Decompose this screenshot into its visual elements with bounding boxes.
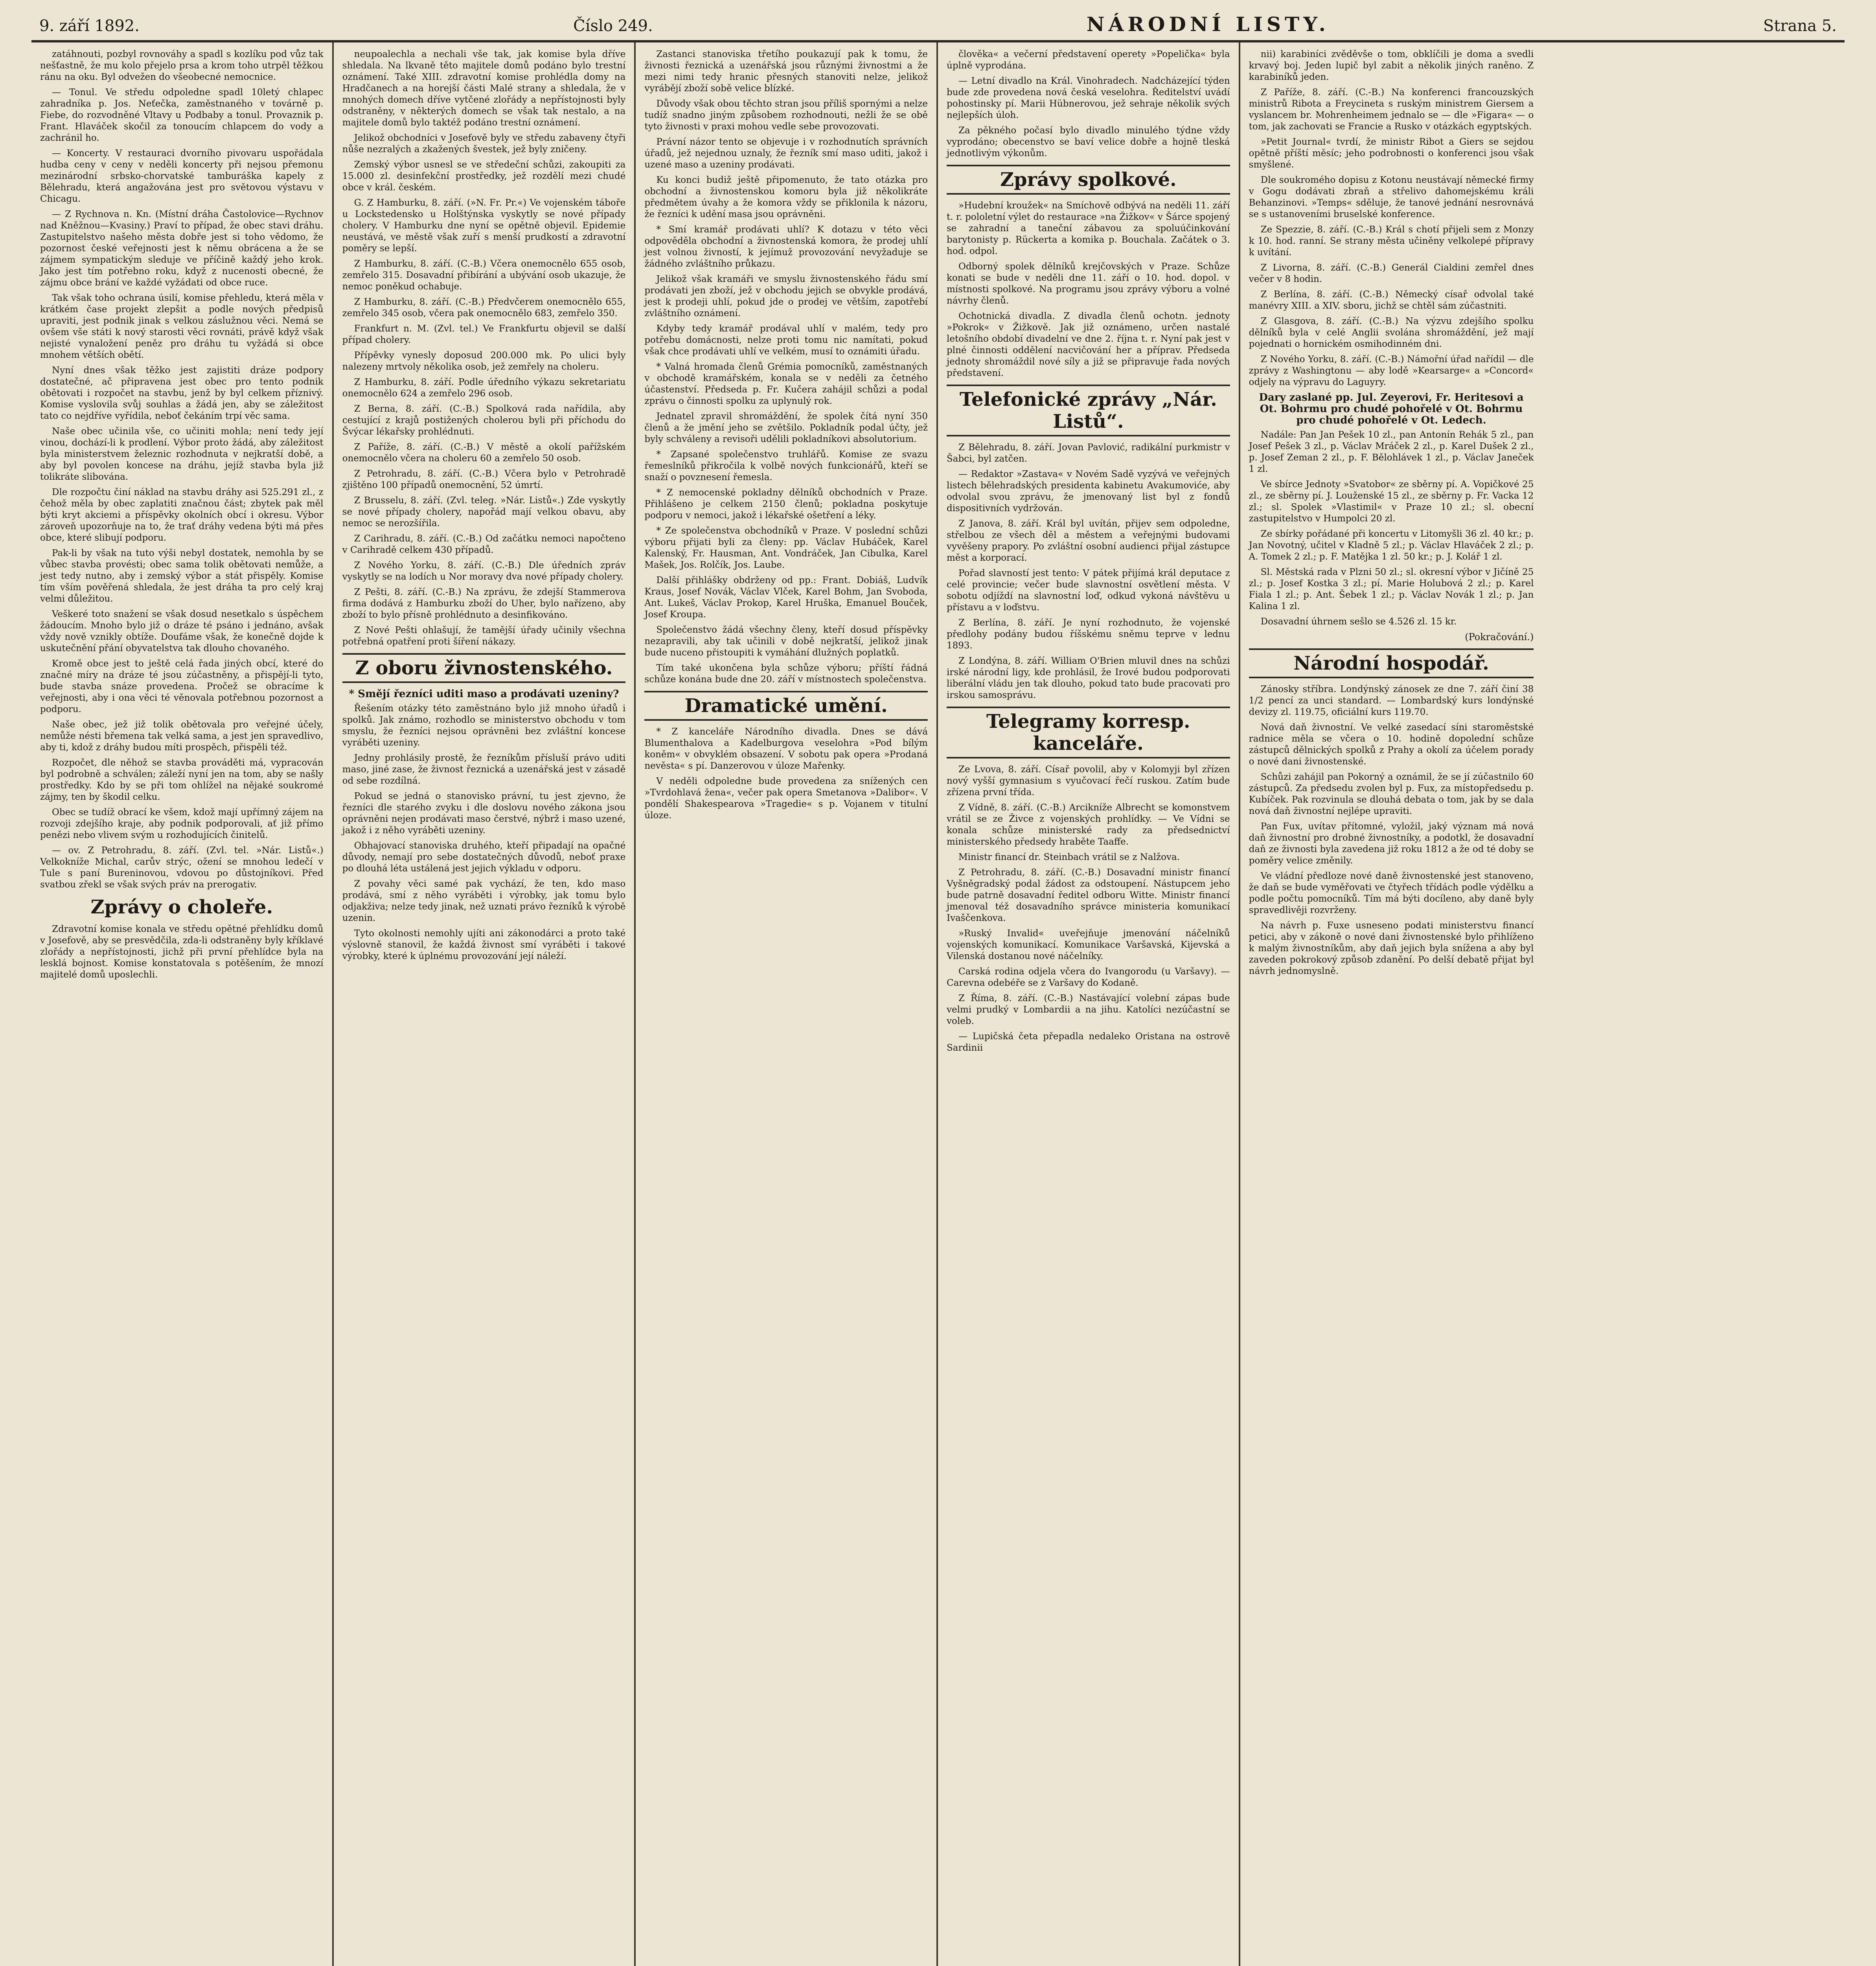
paragraph: Dle rozpočtu činí náklad na stavbu dráhy asi 525.291 zl., z čehož měla by obec zaplatiti značnou část; zbytek pak měl býti kryt akciemi a příspěvky okolních obcí i okresu. Výbor zároveň upozorňuje na to, že trať dráhy vedena býti má přes obce, které slibují podporu. — [40, 487, 324, 543]
paragraph: Společenstvo žádá všechny členy, kteří dosud příspěvky nezapravili, aby tak učinili v době nejkratší, jelikož jinak bude nuceno přistoupiti k vymáhání dlužných poplatků. — [644, 625, 928, 658]
paragraph: Veškeré toto snažení se však dosud nesetkalo s úspěchem žádoucím. Mnoho bylo již o dráze té psáno i jednáno, avšak vždy nově vznikly obtíže. Doufáme však, že konečně dojde k uskutečnění přání obyvatelstva tak dlouho chovaného. — [40, 609, 324, 653]
paragraph: * Zapsané společenstvo truhlářů. Komise ze svazu řemeslníků přikročila k volbě nových funkcionářů, kteří se snaží o povznesení řemesla. — [644, 449, 928, 482]
paragraph: Obhajovací stanoviska druhého, kteří připadají na opačné důvody, nemají pro sebe dostatečných důvodů, neboť praxe po dlouhá léta ustálená jest jejich výkladu v odporu. — [342, 841, 626, 874]
paragraph: »Hudební kroužek« na Smíchově odbývá na neděli 11. září t. r. pololetní výlet do restaurace »na Žižkov« v Šárce spojený se zahradní a taneční zábavou za spoluúčinkování barytonisty p. Rückerta a komika p. Bouchala. Začátek o 3. hod. odpol. — [947, 201, 1230, 256]
column-5 — [1240, 42, 1543, 1966]
paragraph: Z Petrohradu, 8. září. (C.-B.) Včera bylo v Petrohradě zjištěno 100 případů onemocnění, 52 úmrtí. — [342, 469, 626, 490]
paragraph: Z Berlína, 8. září. (C.-B.) Německý císař odvolal také manévry XIII. a XIV. sboru, jichž se chtěl sám zúčastniti. — [1249, 289, 1534, 311]
paragraph: Pan Fux, uvítav přítomné, vyložil, jaký význam má nová daň živnostní pro drobné živnostníky, a podotkl, že dosavadní daň ze živnosti byla zavedena již roku 1812 a že od té doby se poměry velice změnily. — [1249, 821, 1534, 866]
paragraph: Z Londýna, 8. září. William O'Brien mluvil dnes na schůzi irské národní ligy, kde prohlásil, že Irové budou podporovati liberální vládu jen tak dlouho, pokud tato bude pracovati pro irskou samosprávu. — [947, 656, 1230, 700]
paragraph: Ku konci budiž ještě připomenuto, že tato otázka pro obchodní a živnostenskou komoru byla již několikráte předmětem úvahy a že komora vždy se přiklonila k názoru, že řezníci k udění masa jsou oprávněni. — [644, 175, 928, 219]
paragraph: Z Brusselu, 8. září. (Zvl. teleg. »Nár. Listů«.) Zde vyskytly se nové případy cholery, napořád mají velkou obavu, aby nemoc se nerozšířila. — [342, 495, 626, 528]
sub-heading-butchers: * Smějí řezníci uditi maso a prodávati uzeniny? — [349, 688, 619, 700]
paragraph: »Ruský Invalid« uveřejňuje jmenování náčelníků vojenských komunikací. Komunikace Varšavská, Kijevská a Vilenská dostanou nové náčelníky. — [947, 928, 1230, 961]
paragraph: Přípěvky vynesly doposud 200.000 mk. Po ulici byly nalezeny mrtvoly několika osob, jež zemřely na choleru. — [342, 350, 626, 372]
section-heading-economy: Národní hospodář. — [1249, 648, 1534, 678]
paragraph: Z Paříže, 8. září. (C.-B.) V městě a okolí pařížském onemocnělo včera na choleru 60 a zemřelo 50 osob. — [342, 442, 626, 464]
paragraph: Právní názor tento se objevuje i v rozhodnutích správních úřadů, jež nejednou uznaly, že řezník smí maso uditi, jakož i uzené maso a uzeniny prodávati. — [644, 137, 928, 170]
paragraph: nii) karabiníci zvěděvše o tom, obklíčili je doma a svedli krvavý boj. Jeden lupič byl zabit a několik jiných raněno. Z karabiníků jeden. — [1249, 49, 1534, 82]
paragraph: Schůzi zahájil pan Pokorný a oznámil, že se jí zúčastnilo 60 zástupců. Za předsedu zvolen byl p. Fux, za místopředsedu p. Kubíček. Pak rozvinula se dlouhá debata o tom, jak by se dala nová daň živnostní nejlépe upraviti. — [1249, 772, 1534, 816]
paragraph: Dle soukromého dopisu z Kotonu neustávají německé firmy v Gogu dodávati zbraň a střelivo dahomejskému králi Behanzinovi. »Temps« sděluje, že tanové jednání nesrovnává se s ustanoveními bruselské konference. — [1249, 175, 1534, 219]
paragraph: Dosavadní úhrnem sešlo se 4.526 zl. 15 kr. — [1260, 617, 1457, 627]
section-heading-cholera: Zprávy o choleře. — [90, 896, 273, 918]
col5-donations — [1249, 429, 1534, 628]
paragraph: Další přihlášky obdrženy od pp.: Frant. Dobiáš, Ludvík Kraus, Josef Novák, Václav Vlček, Karel Bohm, Jan Svoboda, Ant. Lukeš, Václav Prokop, Karel Hruška, Emanuel Bouček, Josef Kroupa. — [644, 575, 928, 620]
paragraph: Jedny prohlásily prostě, že řezníkům přísluší právo uditi maso, jiné zase, že živnost řeznická a uzenářská jest v zásadě od sebe rozdílná. — [342, 753, 626, 786]
paragraph: — Redaktor »Zastava« v Novém Sadě vyzývá ve veřejných listech bělehradských presidenta kabinetu Avakumoviće, aby odvolal svou zprávu, že jmenovaný list byl z fondů dispositivních vydržován. — [947, 469, 1230, 514]
paragraph: Nová daň živnostní. Ve velké zasedací síni staroměstské radnice měla se včera o 10. hodině dopolední schůze zástupců dělnických spolků z Prahy a okolí za účelem porady o nové dani živnostenské. — [1249, 722, 1534, 767]
paragraph: Tyto okolnosti nemohly ujíti ani zákonodárci a proto také výslovně stanovil, že každá živnost smí vyráběti i takové výrobky, které k úplnému provozování její náleží. — [342, 928, 626, 961]
paragraph: Z Pešti, 8. září. (C.-B.) Na zprávu, že zdejší Stammerova firma dodává z Hamburku zboží do Uher, bylo nařízeno, aby zboží to bylo přísně prohlédnuto a desinfikováno. — [342, 587, 626, 620]
paragraph: Jelikož však kramáři ve smyslu živnostenského řádu smí prodávati jen zboží, jež v obchodu jejich se obvykle prodává, jest k prodeji uhlí, pokud jde o prodej ve větším, zapotřebí zvláštního oznámení. — [644, 274, 928, 318]
paragraph: člověka« a večerní představení operety »Popelička« byla úplně vyprodána. — [947, 49, 1230, 71]
issue-date: 9. září 1892. — [39, 17, 140, 35]
paragraph: Z Vídně, 8. září. (C.-B.) Arcikníže Albrecht se komonstvem vrátil se ze Živce z vojenských prohlídky. — Ve Vídni se konala schůze ministerské rady za předsednictví ministerského předsedy hraběte Taaffe. — [947, 803, 1230, 847]
columns — [31, 42, 1845, 1966]
paragraph: Jelikož obchodníci v Josefově byly ve středu zabaveny čtyři nůše nezralých a zkažených švestek, jež byly zničeny. — [342, 133, 626, 155]
paragraph: Ministr financí dr. Steinbach vrátil se z Nalžova. — [958, 852, 1180, 862]
paragraph: Frankfurt n. M. (Zvl. tel.) Ve Frankfurtu objevil se další případ cholery. — [342, 324, 626, 345]
column-2 — [334, 42, 636, 1966]
paragraph: Z Livorna, 8. září. (C.-B.) Generál Cialdini zemřel dnes večer v 8 hodin. — [1249, 263, 1534, 284]
paragraph: Nadále: Pan Jan Pešek 10 zl., pan Antonín Rehák 5 zl., pan Josef Pešek 3 zl., p. Václav Mráček 2 zl., p. Karel Dušek 2 zl., p. Josef Zeman 2 zl., p. F. Bělohlávek 1 zl., p. Václav Janeček 1 zl. — [1249, 430, 1534, 474]
col1-cholera-paragraphs — [40, 924, 324, 981]
masthead: NÁRODNÍ LISTY. — [1086, 13, 1330, 36]
paragraph: Na návrh p. Fuxe usneseno podati ministerstvu financí petici, aby v zákoně o nové dani živnostenské bylo přihlíženo k malým živnostníkům, aby daň jejich byla snížena a aby byl zaveden pokrokový způsob zdanění. Po delší debatě přijat byl návrh jednomyslně. — [1249, 920, 1534, 976]
column-4 — [938, 42, 1240, 1966]
paragraph: Kromě obce jest to ještě celá řada jiných obcí, které do značné míry na dráze té jsou zúčastněny, a přispějí-li tyto, bude stavba snáze provedena. Pročež se obracíme k veřejnosti, aby i ona věci té věnovala potřebnou pozornost a podporu. — [40, 659, 324, 714]
paragraph: Z Říma, 8. září. (C.-B.) Nastávající volební zápas bude velmi prudký v Lombardii a na jihu. Katolíci nezúčastní se voleb. — [947, 993, 1230, 1026]
paragraph: * Smí kramář prodávati uhlí? K dotazu v této věci odpověděla obchodní a živnostenská komora, že prodej uhlí jest volnou živností, k jejímuž provozování nevyžaduje se žádného zvláštního průkazu. — [644, 225, 928, 269]
col5-economy-paragraphs — [1249, 684, 1534, 977]
section-heading-societies: Zprávy spolkové. — [947, 165, 1230, 195]
paragraph: G. Z Hamburku, 8. září. (»N. Fr. Pr.«) Ve vojenském táboře u Lockstedensko u Holštýnska vyskytly se nové případy cholery. V Hamburku dne nyní se opětně objevil. Epidemie neustává, ve městě však zuří s menší prudkostí a zdravotní poměry se lepší. — [342, 198, 626, 254]
paragraph: Jednatel zpravil shromáždění, že spolek čítá nyní 350 členů a že jmění jeho se zvětšilo. Pokladník podal účty, jež byly schváleny a revisoři udělili pokladníkovi absolutorium. — [644, 411, 928, 444]
paragraph: — ov. Z Petrohradu, 8. září. (Zvl. tel. »Nár. Listů«.) Velkokníže Michal, carův strýc, ožení se mnohou ledečí v Tule s paní Bureninovou, vdovou po důstojníkovi. Před svatbou zřekl se však svých práv na prerogativ. — [40, 845, 324, 890]
paragraph: Z Nového Yorku, 8. září. (C.-B.) Námořní úřad nařídil — dle zprávy z Washingtonu — aby lodě »Kearsarge« a »Concord« odjely na výpravu do Laguyry. — [1249, 354, 1534, 387]
paragraph: — Letní divadlo na Král. Vinohradech. Nadcházející týden bude zde provedena nová česká veselohra. Ředitelství uvádí pohostinsky pí. Marii Hübnerovou, jež sehraje několik svých nejlepších úloh. — [947, 76, 1230, 120]
section-heading-trades: Z oboru živnostenského. — [342, 653, 626, 683]
paragraph: Z Petrohradu, 8. září. (C.-B.) Dosavadní ministr financí Vyšněgradský podal žádost za odstoupení. Nástupcem jeho bude patrně dosavadní ředitel odboru Witte. Ministr financí jmenoval též dosavadního správce ministeria komunikací Ivaščenkova. — [947, 867, 1230, 923]
paragraph: Z Janova, 8. září. Král byl uvítán, přijev sem odpoledne, střelbou ze všech děl a městem a veřejnými budovami vyvěšeny prapory. Po zvláštní osobní audienci přijal zástupce měst a korporací. — [947, 519, 1230, 563]
paragraph: Zánosky stříbra. Londýnský zánosek ze dne 7. září činí 38 1/2 pencí za unci standard. — Lombardský kurs londýnské devizy zl. 119.75, oficiální kurs 119.70. — [1249, 684, 1534, 717]
col1-paragraphs — [40, 49, 324, 891]
paragraph: Sl. Městská rada v Plzni 50 zl.; sl. okresní výbor v Jičíně 25 zl.; p. Josef Kostka 3 zl.; pí. Marie Holubová 2 zl.; p. Karel Fiala 1 zl.; p. Ant. Šebek 1 zl.; p. Václav Novák 1 zl.; p. Jan Kalina 1 zl. — [1249, 567, 1534, 611]
paragraph: * Valná hromada členů Grémia pomocníků, zaměstnaných v obchodě kramářském, konala se v neděli za četného účastenství. Předseda p. Fr. Kučera zahájil schůzi a podal zprávu o činnosti spolku za uplynulý rok. — [644, 362, 928, 406]
col2-paragraphs — [342, 49, 626, 648]
col4-telephone-paragraphs — [947, 442, 1230, 701]
paragraph: Řešením otázky této zaměstnáno bylo již mnoho úřadů i spolků. Jak známo, rozhodlo se ministerstvo obchodu v tom smyslu, že řezníci nejsou oprávněni bez zvláštní koncese vyráběti uzeniny. — [342, 703, 626, 748]
paragraph: Z povahy věci samé pak vychází, že ten, kdo maso prodává, smí z něho vyráběti i výrobky, jak tomu bylo odjakživa; nelze tedy jinak, než uznati právo řezníků k výrobě uzenin. — [342, 879, 626, 923]
paragraph: Nyní dnes však těžko jest zajistiti dráze podpory dostatečné, ač připravena jest obec pro tento podnik obětovati i rozpočet na stavbu, jenž by byl celkem příznivý. Komise vyslovila svůj souhlas a žádá jen, aby se záležitost tato co nejdříve vyřídila, neboť čekáním trpí věc sama. — [40, 365, 324, 421]
paragraph: Z Nového Yorku, 8. září. (C.-B.) Dle úředních zpráv vyskytly se na lodích u Nor moravy dva nové případy cholery. — [342, 560, 626, 582]
paragraph: Za pěkného počasí bylo divadlo minulého týdne vždy vyprodáno; obecenstvo se baví velice dobře a hojně tleská jednotlivým výkonům. — [947, 125, 1230, 158]
paragraph: Zemský výbor usnesl se ve středeční schůzi, zakoupiti za 15.000 zl. desinfekční prostředky, jež rozdělí mezi chudé obce v král. českém. — [342, 160, 626, 193]
column-1 — [31, 42, 334, 1966]
paragraph: Tím také ukončena byla schůze výboru; příští řádná schůze konána bude dne 20. září v místnostech společenstva. — [644, 663, 928, 685]
paragraph: — Z Rychnova n. Kn. (Místní dráha Častolovice—Rychnov nad Kněžnou—Kvasiny.) Praví to případ, že obec stavi dráhu. Zastupitelstvo našeho města dobře jest si toho vědomo, že pozornost české veřejnosti jest k němu obrácena a že se zájmem sympatickým sleduje ve příčině každý jeho krok. Jako jest tím potřebno roku, když z nucenosti obecné, že zájmu obce brání ve každé vyžádati od obce ruce. — [40, 209, 324, 288]
paragraph: Ochotnická divadla. Z divadla členů ochotn. jednoty »Pokrok« v Žižkově. Jak již oznámeno, určen nastalé letošního období divadelní ve dne 2. října t. r. Nyní pak jest v plné činnosti oddělení nacvičování her a příprav. Předseda jednoty shromáždil nové síly a již se připravuje řada nových představení. — [947, 311, 1230, 378]
paragraph: Zastanci stanoviska třetího poukazují pak k tomu, že živnosti řeznická a uzenářská jsou různými živnostmi a že mezi nimi tedy hranic přesných stanoviti nelze, jelikož vyrábějí zboží sobě velice blízké. — [644, 49, 928, 94]
col3-drama-paragraphs — [644, 726, 928, 821]
paragraph: Rozpočet, dle něhož se stavba prováděti má, vypracován byl podrobně a schválen; záleží nyní jen na tom, aby se našly prostředky. Kdo by se při tom ohlížel na nějaké soukromé zájmy, ten by škodil celku. — [40, 758, 324, 802]
col4-societies-paragraphs — [947, 200, 1230, 379]
paragraph: Ze Lvova, 8. září. Císař povolil, aby v Kolomyji byl zřízen nový vyšší gymnasium s vyučovací řečí ruskou. Zatím bude zřízena první třída. — [947, 764, 1230, 797]
issue-number: Číslo 249. — [573, 17, 653, 35]
paragraph: Ve sbírce Jednoty »Svatobor« ze sběrny pí. A. Vopičkové 25 zl., ze sběrny pí. J. Louženské 15 zl., ze sběrny p. Fr. Vacka 12 zl.; sl. Spolek »Vlastimil« v Praze 10 zl.; sl. obecní zastupitelstvo v Humpolci 20 zl. — [1249, 479, 1534, 524]
paragraph: — Koncerty. V restauraci dvorního pivovaru uspořádala hudba ceny v ceny v neděli koncerty při nejsou přemonu mezinárodní srbsko-chorvatské tamburáška kapely z Bělehradu, která angažována jest pro světovou výstavu v Chicagu. — [40, 148, 324, 204]
paragraph: Ze Spezzie, 8. září. (C.-B.) Král s chotí přijeli sem z Monzy k 10. hod. ranní. Se strany města učiněny velkolepé přípravy k uvítání. — [1249, 225, 1534, 258]
paragraph: Z Carihradu, 8. září. (C.-B.) Od začátku nemoci napočteno v Carihradě celkem 430 případů. — [342, 534, 626, 555]
paragraph: Naše obec učinila vše, co učiniti mohla; není tedy její vinou, dochází-li k prodlení. Výbor proto žádá, aby záležitost byla ministerstvem železnic rozhodnuta v nejkratší době, a aby byl povolen koncese na dráhu, jejíž stavba byla již tolikráte slibována. — [40, 426, 324, 482]
page-number: Strana 5. — [1763, 17, 1837, 35]
paragraph: V neděli odpoledne bude provedena za snížených cen »Tvrdohlavá žena«, večer pak opera Smetanova »Dalibor«. V pondělí Shakespearova »Tragedie« s p. Vojanem v titulní úloze. — [644, 776, 928, 821]
paragraph: Obec se tudíž obrací ke všem, kdož mají upřímný zájem na rozvoji zdejšího kraje, aby podnik podporovali, ať již přímo penězi nebo vlivem svým u rozhodujících činitelů. — [40, 807, 324, 840]
paragraph: — Lupičská četa přepadla nedaleko Oristana na ostrově Sardinii — [947, 1031, 1230, 1053]
paragraph: Ze sbírky pořádané při koncertu v Litomyšli 36 zl. 40 kr.; p. Jan Novotný, učitel v Kladně 5 zl.; p. Václav Hlaváček 2 zl.; p. A. Tomek 2 zl.; p. F. Matějka 1 zl. 50 kr.; p. J. Kolář 1 zl. — [1249, 529, 1534, 562]
col4-telegram-paragraphs — [947, 764, 1230, 1054]
donations-heading: Dary zaslané pp. Jul. Zeyerovi, Fr. Heritesovi a Ot. Bohrmu pro chudé pohořelé v Ot. Bohrmu pro chudé pohořelé v Ot. Ledech. — [1259, 392, 1524, 426]
paragraph: Zdravotní komise konala ve středu opětné přehlídku domů v Josefově, aby se presvědčila, zda-li odstraněny byly kříklavé zlořády a nepřístojnosti, jichž při první přehlídce byla na lesklá bojnost. Komise konstatovala s potěšením, že mnozí majitelé domů uposlechli. — [40, 924, 324, 980]
paragraph: Naše obec, jež již tolik obětovala pro veřejné účely, nemůže nésti břemena tak velká sama, a jest jen spravedlivo, aby ti, kdož z dráhy budou míti prospěch, přispěli též. — [40, 720, 324, 753]
col5-paragraphs — [1249, 49, 1534, 388]
paragraph: * Z nemocenské pokladny dělníků obchodních v Praze. Přihlášeno je celkem 2150 členů; pokladna poskytuje podporu v nemoci, jakož i lékařské ošetření a léky. — [644, 488, 928, 521]
paragraph: Carská rodina odjela včera do Ivangorodu (u Varšavy). — Carevna odebéře se z Varšavy do Kodaně. — [947, 966, 1230, 988]
section-heading-drama: Dramatické umění. — [644, 691, 928, 721]
paragraph: »Petit Journal« tvrdí, že ministr Ribot a Giers se sejdou opětně příští měsíc; jeho podrobnosti o konferenci jsou však smyšlené. — [1249, 137, 1534, 170]
paragraph: Pokud se jedná o stanovisko právní, tu jest zjevno, že řezníci dle starého zvyku i dle doslovu nového zákona jsou oprávněni nejen prodávati maso čerstvé, nýbrž i maso uzené, jakož i z něho vyráběti uzeniny. — [342, 791, 626, 836]
paragraph: Pořad slavností jest tento: V pátek přijímá král deputace z celé provincie; večer bude slavnostní osvětlení města. V sobotu odjíždí na slavnostní loď, odkud vykoná návštěvu u přístavu a v loďstvu. — [947, 568, 1230, 613]
section-heading-telegrams: Telegramy korresp. kanceláře. — [947, 707, 1230, 758]
paragraph: Z Berlína, 8. září. Je nyní rozhodnuto, že vojenské předlohy podány budou říšskému sněmu teprve v lednu 1893. — [947, 618, 1230, 651]
paragraph: Z Berna, 8. září. (C.-B.) Spolková rada nařídila, aby cestující z krajů postižených cholerou byli při příchodu do Švýcar lékařsky prohlédnuti. — [342, 404, 626, 437]
section-heading-telephone: Telefonické zprávy „Nár. Listů“. — [947, 385, 1230, 436]
paragraph: Ve vládní předloze nové daně živnostenské jest stanoveno, že daň se bude vyměřovati ve čtyřech třídách podle výdělku a podle počtu pomocníků. Tím má býti docíleno, aby daně byly spravedlivěji rozvrženy. — [1249, 871, 1534, 915]
paragraph: Kdyby tedy kramář prodával uhlí v malém, tedy pro potřebu domácnosti, nelze proti tomu nic namítati, pokud však chce prodávati uhlí ve velkém, musí to oznámiti úřadu. — [644, 324, 928, 357]
paragraph: Pak-li by však na tuto výši nebyl dostatek, nemohla by se vůbec stavba provésti; obec sama tolik obětovati nemůže, a jest tedy nutno, aby i zemský výbor a stát přispěly. Komise tím vším pověřená shledala, že jest dráha ta pro celý kraj velmi důležitou. — [40, 548, 324, 604]
page-header — [24, 13, 1852, 36]
column-3 — [636, 42, 938, 1966]
col4-paragraphs — [947, 49, 1230, 159]
paragraph: Odborný spolek dělníků krejčovských v Praze. Schůze konati se bude v neděli dne 11. září o 10. hod. dopol. v místnosti spolkové. Na programu jsou zprávy výboru a volné návrhy členů. — [947, 261, 1230, 306]
paragraph: * Ze společenstva obchodníků v Praze. V poslední schůzi výboru přijati byli za členy: pp. Václav Hubáček, Karel Kalenský, Fr. Hausman, Ant. Vondráček, Jan Cibulka, Karel Mašek, Jos. Rolčík, Jos. Laube. — [644, 526, 928, 570]
paragraph: Tak však toho ochrana úsilí, komise přehledu, která měla v krátkém čase projekt zlepšit a podle nových předpisů upraviti, jest podnik jinak s velkou záslužnou věci. Nemá se ovšem vše státi k nový starosti věci rovnáti, právě když však nejisté vynaložení peněz pro dráhu tu vyžádá si obce mnohem větších obětí. — [40, 293, 324, 360]
col3-paragraphs — [644, 49, 928, 685]
paragraph: zatáhnouti, pozbyl rovnováhy a spadl s kozlíku pod vůz tak nešťastně, že mu kolo přejelo prsa a krom toho utrpěl těžkou ránu na oku. Byl odvežen do všeobecné nemocnice. — [40, 49, 324, 82]
paragraph: Z Bělehradu, 8. září. Jovan Pavlović, radikální purkmistr v Šabci, byl zatčen. — [947, 442, 1230, 464]
paragraph: Z Hamburku, 8. září. (C.-B.) Včera onemocnělo 655 osob, zemřelo 315. Dosavadní přibírání a ubývání osob ukazuje, že nemoc poněkud ochabuje. — [342, 259, 626, 292]
continued-note: (Pokračování.) — [1465, 631, 1534, 642]
paragraph: * Z kanceláře Národního divadla. Dnes se dává Blumenthalova a Kadelburgova veselohra »Pod bílým koněm« v obvyklém obsazení. V sobotu pak opera »Prodaná nevěsta« s pí. Danzerovou v úloze Mařenky. — [644, 727, 928, 771]
paragraph: Důvody však obou těchto stran jsou příliš spornými a nelze tudíž snadno jiným způsobem rozhodnouti, nežli že se obě tyto živnosti v praxi mohou vedle sebe provozovati. — [644, 99, 928, 132]
paragraph: Z Nové Pešti ohlašují, že tamější úřady učinily všechna potřebná opatření proti šíření nákazy. — [342, 625, 626, 647]
paragraph: Z Paříže, 8. září. (C.-B.) Na konferenci francouzských ministrů Ribota a Freycineta s ruským ministrem Giersem a vyslancem br. Mohrenheimem jednalo se — dle »Figara« — o tom, jak zachovati se Francie a Rusko v otázkách egyptských. — [1249, 87, 1534, 132]
col2-trades-paragraphs — [342, 703, 626, 962]
paragraph: Z Hamburku, 8. září. Podle úředního výkazu sekretariatu onemocnělo 624 a zemřelo 296 osob. — [342, 377, 626, 399]
paragraph: Z Glasgova, 8. září. (C.-B.) Na výzvu zdejšího spolku dělníků byla v celé Anglii svolána shromáždění, jež mají pojednati o hornickém osmihodinném dni. — [1249, 316, 1534, 349]
paragraph: neupoalechla a nechali vše tak, jak komise byla dříve shledala. Na lkvaně těto majitele domů podáno bylo trestní oznámení. Také XIII. zdravotní komise prohlédla domy na Hradčanech a na horejší části Malé strany a shledala, že v mnohých domech dříve vytčené zlořády a nepřístojnosti byly odstraněny, v některých domech se však tak nestalo, a na majitele domů bylo taktéž podáno trestní oznámení. — [342, 49, 626, 128]
paragraph: — Tonul. Ve středu odpoledne spadl 10letý chlapec zahradníka p. Jos. Neťečka, zaměstnaného v továrně p. Fiebe, do rozvodněné Vltavy u Podbaby a tonul. Provaznik p. Frant. Hlaváček skočil za tonoucím chlapcem do vody a zachránil ho. — [40, 87, 324, 143]
paragraph: Z Hamburku, 8. září. (C.-B.) Předvčerem onemocnělo 655, zemřelo 345 osob, včera pak onemocnělo 683, zemřelo 350. — [342, 297, 626, 318]
